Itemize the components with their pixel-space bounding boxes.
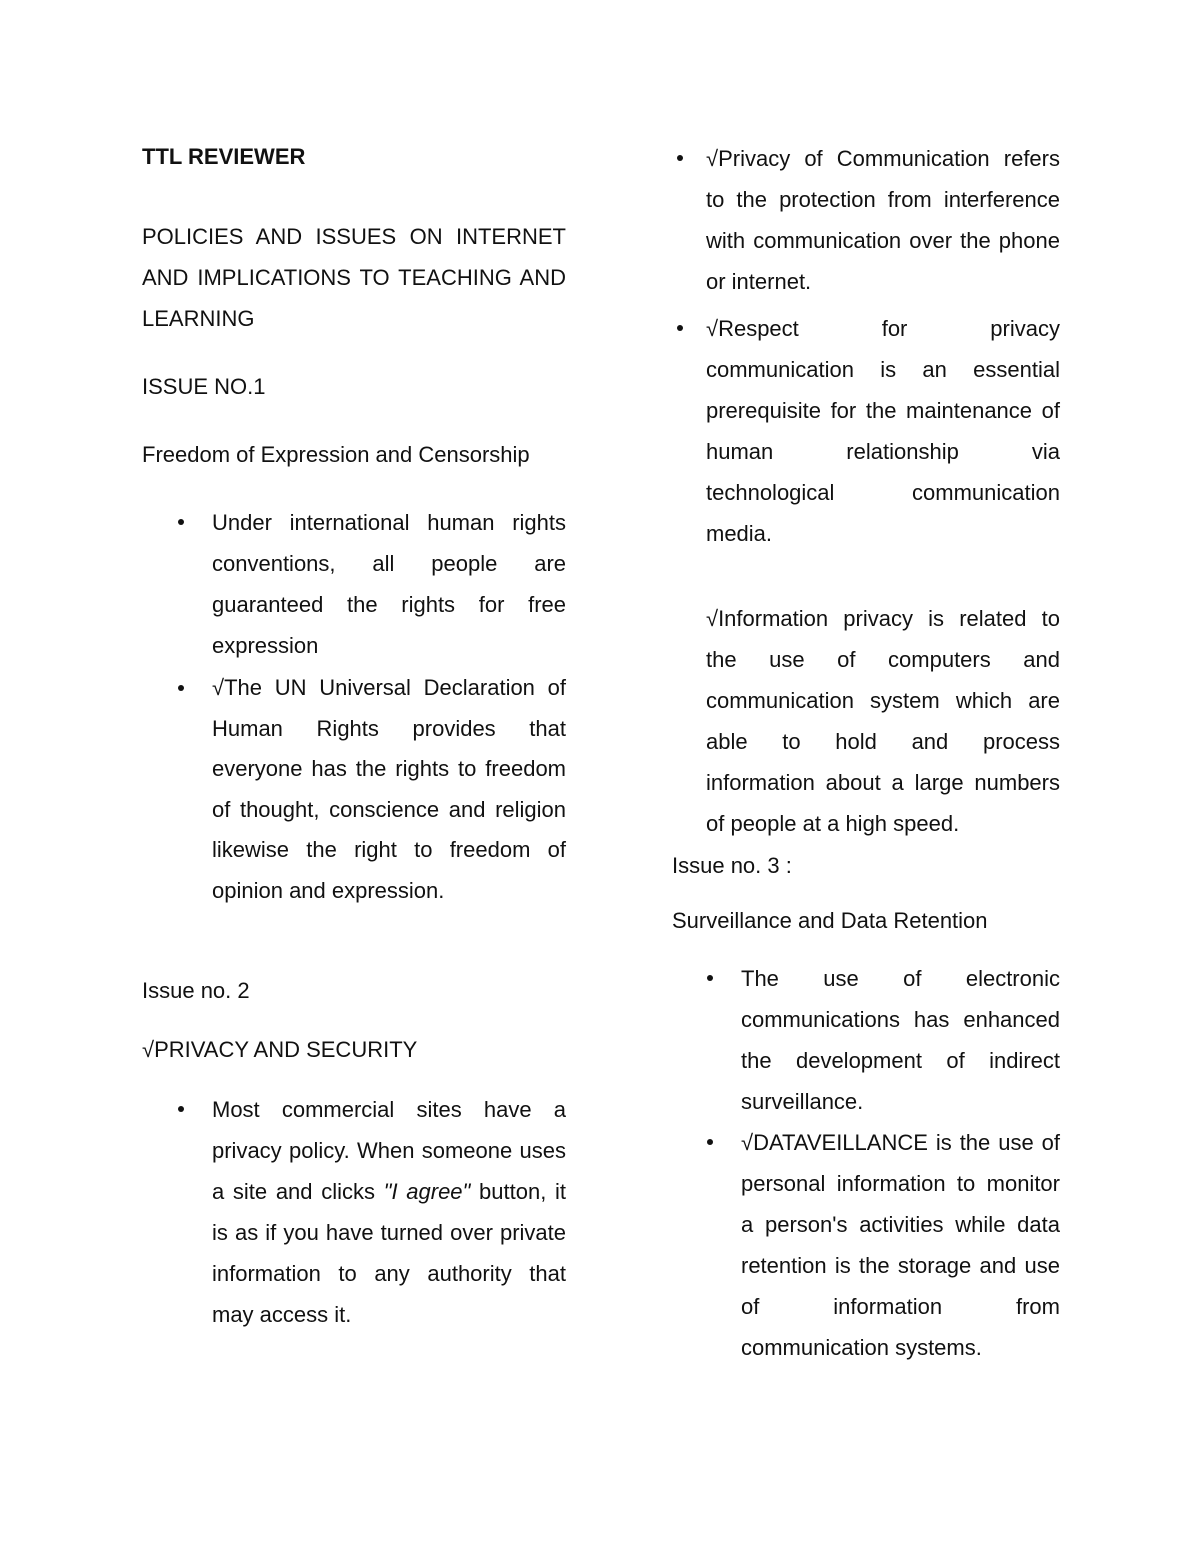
bullet-text-part: Most commercial sites have a privacy policy. When someone uses a site and clicks bbox=[212, 1097, 566, 1204]
bullet-icon bbox=[178, 1106, 184, 1112]
issue-1-label: ISSUE NO.1 bbox=[142, 374, 266, 399]
bullet-icon bbox=[677, 325, 683, 331]
issue-1-bullet-1: Under international human rights conventions, all people are guaranteed the rights for free expression bbox=[212, 510, 566, 658]
issue-2-title: √PRIVACY AND SECURITY bbox=[142, 1037, 418, 1062]
left-column bbox=[142, 0, 566, 1553]
bullet-icon bbox=[178, 519, 184, 525]
issue-3-label: Issue no. 3 : bbox=[672, 853, 792, 878]
issue-3-bullet-2: √DATAVEILLANCE is the use of personal information to monitor a person's activities while data retention is the storage and use of information from communication systems. bbox=[741, 1130, 1060, 1360]
bullet-icon bbox=[707, 975, 713, 981]
issue-1-bullet-2: √The UN Universal Declaration of Human Rights provides that everyone has the rights to freedom of thought, conscience and religion likewise the right to freedom of opinion and expression. bbox=[212, 675, 566, 903]
issue-1-title: Freedom of Expression and Censorship bbox=[142, 442, 530, 467]
respect-privacy-bullet: √Respect for privacy communication is an essential prerequisite for the maintenance of human relationship via technological communication media. bbox=[706, 316, 1060, 546]
issue-3-title: Surveillance and Data Retention bbox=[672, 908, 988, 933]
issue-2-label: Issue no. 2 bbox=[142, 978, 250, 1003]
issue-3-bullet-1: The use of electronic communications has enhanced the development of indirect surveillance. bbox=[741, 966, 1060, 1114]
bullet-icon bbox=[178, 685, 184, 691]
main-heading: POLICIES AND ISSUES ON INTERNET AND IMPLICATIONS TO TEACHING AND LEARNING bbox=[142, 224, 566, 331]
document-title: TTL REVIEWER bbox=[142, 144, 306, 169]
right-column bbox=[672, 0, 1060, 1553]
i-agree-quote: "I agree" bbox=[383, 1179, 471, 1204]
bullet-icon bbox=[707, 1139, 713, 1145]
bullet-text-part: button, it is as if you have turned over private information to any authority that may access it. bbox=[212, 1179, 566, 1327]
bullet-icon bbox=[677, 155, 683, 161]
information-privacy-paragraph: √Information privacy is related to the use of computers and communication system which are able to hold and process information about a large numbers of people at a high speed. bbox=[706, 606, 1060, 836]
issue-2-bullet-1 bbox=[212, 1089, 566, 1335]
privacy-communication-bullet: √Privacy of Communication refers to the protection from interference with communication over the phone or internet. bbox=[706, 146, 1060, 294]
